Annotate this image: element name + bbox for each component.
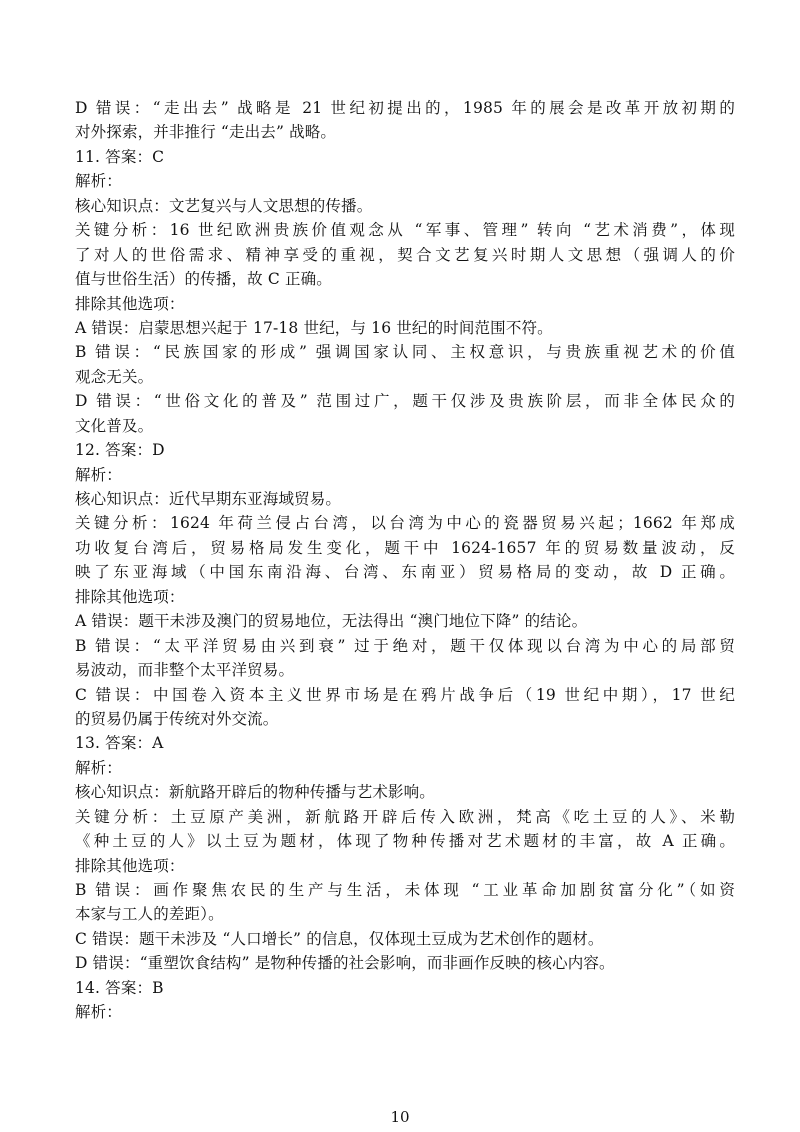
text-line: 功收复台湾后，贸易格局发生变化，题干中 1624-1657 年的贸易数量波动，反 bbox=[75, 538, 735, 557]
text-line: D 错误：“走出去” 战略是 21 世纪初提出的，1985 年的展会是改革开放初期的 bbox=[75, 99, 735, 117]
text-line: C 错误：中国卷入资本主义世界市场是在鸦片战争后（19 世纪中期），17 世纪 bbox=[75, 685, 735, 704]
text-line: 关键分析：1624 年荷兰侵占台湾，以台湾为中心的瓷器贸易兴起；1662 年郑成 bbox=[75, 514, 735, 533]
text-line: 排除其他选项： bbox=[75, 294, 185, 313]
page-number: 10 bbox=[390, 1108, 410, 1126]
text-line: 核心知识点：近代早期东亚海域贸易。 bbox=[75, 490, 342, 508]
question-answer-heading: 12. 答案：D bbox=[75, 441, 165, 460]
answer-explanation-text bbox=[75, 96, 735, 1025]
text-line: 了对人的世俗需求、精神享受的重视，契合文艺复兴时期人文思想（强调人的价 bbox=[75, 245, 735, 264]
text-line: 关键分析：16 世纪欧洲贵族价值观念从 “军事、管理” 转向 “艺术消费”，体现 bbox=[75, 221, 735, 240]
question-answer-heading: 13. 答案：A bbox=[75, 734, 164, 753]
text-line: 关键分析：土豆原产美洲，新航路开辟后传入欧洲，梵高《吃土豆的人》、米勒 bbox=[75, 807, 735, 826]
text-line: B 错误：画作聚焦农民的生产与生活，未体现 “工业革命加剧贫富分化”（如资 bbox=[75, 881, 735, 899]
text-line: A 错误：启蒙思想兴起于 17-18 世纪，与 16 世纪的时间范围不符。 bbox=[75, 318, 553, 337]
text-line: A 错误：题干未涉及澳门的贸易地位，无法得出 “澳门地位下降” 的结论。 bbox=[75, 612, 588, 631]
text-line: B 错误：“太平洋贸易由兴到衰” 过于绝对，题干仅体现以台湾为中心的局部贸 bbox=[75, 636, 735, 655]
analysis-label: 解析： bbox=[75, 172, 122, 191]
text-line: 《种土豆的人》以土豆为题材，体现了物种传播对艺术题材的丰富，故 A 正确。 bbox=[75, 832, 735, 851]
text-line: 映了东亚海域（中国东南沿海、台湾、东南亚）贸易格局的变动，故 D 正确。 bbox=[75, 563, 735, 582]
text-line: B 错误：“民族国家的形成” 强调国家认同、主权意识，与贵族重视艺术的价值 bbox=[75, 343, 735, 362]
text-line: 排除其他选项： bbox=[75, 587, 185, 606]
text-line: 对外探索，并非推行 “走出去” 战略。 bbox=[75, 123, 337, 142]
text-line: 值与世俗生活）的传播，故 C 正确。 bbox=[75, 270, 332, 289]
analysis-label: 解析： bbox=[75, 1003, 122, 1022]
text-line: C 错误：题干未涉及 “人口增长” 的信息，仅体现土豆成为艺术创作的题材。 bbox=[75, 929, 604, 948]
text-line: 核心知识点：文艺复兴与人文思想的传播。 bbox=[75, 196, 373, 215]
text-line: 的贸易仍属于传统对外交流。 bbox=[75, 709, 279, 728]
text-line: 排除其他选项： bbox=[75, 856, 185, 875]
text-line: 观念无关。 bbox=[75, 367, 154, 386]
text-line: 本家与工人的差距）。 bbox=[75, 905, 224, 924]
text-line: D 错误：“世俗文化的普及” 范围过广，题干仅涉及贵族阶层，而非全体民众的 bbox=[75, 392, 735, 411]
text-line: 文化普及。 bbox=[75, 416, 154, 435]
text-line: 核心知识点：新航路开辟后的物种传播与艺术影响。 bbox=[75, 783, 435, 802]
text-line: 易波动，而非整个太平洋贸易。 bbox=[75, 661, 295, 680]
analysis-label: 解析： bbox=[75, 465, 122, 484]
question-answer-heading: 11. 答案：C bbox=[75, 147, 165, 166]
question-answer-heading: 14. 答案：B bbox=[75, 978, 164, 997]
text-line: D 错误：“重塑饮食结构” 是物种传播的社会影响，而非画作反映的核心内容。 bbox=[75, 954, 615, 973]
analysis-label: 解析： bbox=[75, 758, 122, 777]
